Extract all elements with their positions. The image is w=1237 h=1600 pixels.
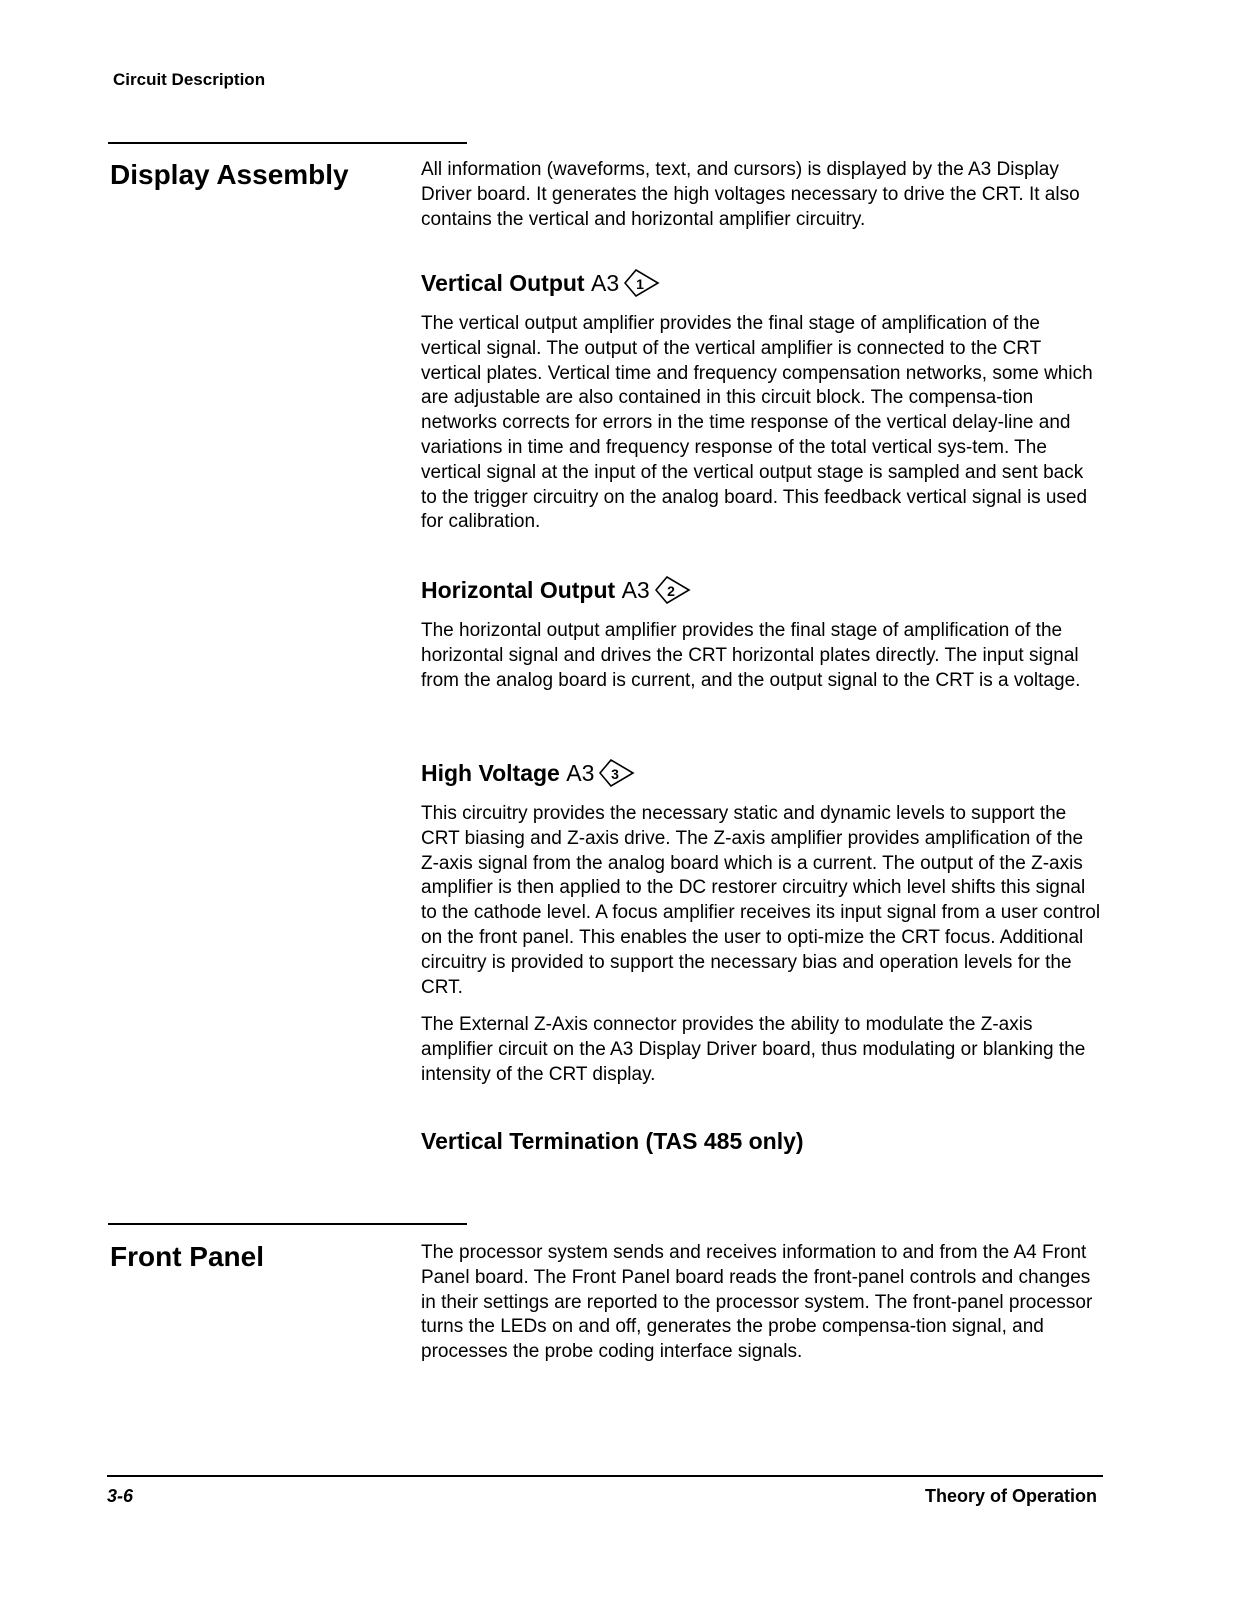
paragraph: The External Z-Axis connector provides the ability to modulate the Z-axis amplifier circuit on the A3 Display Driver board, thus modulating or blanking the intensity of the CRT display. (421, 1014, 1086, 1085)
subsection-title: Vertical Termination (TAS 485 only) (421, 1128, 804, 1154)
paragraph: The processor system sends and receives information to and from the A4 Front Panel board. The Front Panel board reads the front-panel controls and changes in their settings are reported to the processor system. The front-panel processor turns the LEDs on and off, generates the probe compensa-tion signal, and processes the probe coding interface signals. (421, 1242, 1093, 1363)
paragraph: The horizontal output amplifier provides the final stage of amplification of the horizontal signal and drives the CRT horizontal plates directly. The input signal from the analog board is current, and the output signal to the CRT is a voltage. (421, 620, 1081, 691)
board-ref: A3 (590, 270, 620, 296)
subsection-heading (421, 575, 1101, 605)
manual-section-title: Theory of Operation (924, 1486, 1097, 1506)
board-ref: A3 (566, 760, 595, 786)
subsection-horizontal-output (421, 575, 1101, 693)
subsection-title: Vertical Output (421, 270, 585, 296)
paragraph: This circuitry provides the necessary static and dynamic levels to support the CRT biasing and Z-axis drive. The Z-axis amplifier provides amplification of the Z-axis signal from the analog board which is a current. The output of the Z-axis amplifier is then applied to the DC restorer circuitry which level shifts this signal to the cathode level. A focus amplifier receives its input signal from a user control on the front panel. This enables the user to opti-mize the CRT focus. Additional circuitry is provided to support the necessary bias and operation levels for the CRT. (421, 803, 1101, 998)
diagram-number: 2 (666, 583, 675, 599)
subsection-high-voltage (421, 758, 1101, 1088)
subsection-vertical-termination (421, 1126, 1101, 1156)
running-head: Circuit Description (113, 70, 266, 89)
section-title-display-assembly: Display Assembly (110, 159, 349, 190)
section-title-front-panel: Front Panel (110, 1241, 265, 1272)
paragraph: The vertical output amplifier provides the final stage of amplification of the vertical signal. The output of the vertical amplifier is connected to the CRT vertical plates. Vertical time and frequency compensation networks, some which are adjustable are also contained in this circuit block. The compensa-tion networks corrects for errors in the time response of the vertical delay-line and variations in time and frequency response of the total vertical sys-tem. The vertical signal at the input of the vertical output stage is sampled and sent back to the trigger circuitry on the analog board. This feedback vertical signal is used for calibration. (421, 313, 1093, 533)
diagram-reference-icon (655, 576, 691, 604)
footer-rule (107, 1475, 1103, 1477)
diagram-reference-icon (599, 759, 635, 787)
display-assembly-intro (421, 158, 1101, 232)
subsection-title: High Voltage (421, 760, 560, 786)
paragraph: All information (waveforms, text, and cursors) is displayed by the A3 Display Driver board. It generates the high voltages necessary to drive the CRT. It also contains the vertical and horizontal amplifier circuitry. (421, 159, 1080, 230)
section-rule (108, 142, 467, 144)
diagram-reference-icon (624, 269, 660, 297)
board-ref: A3 (621, 577, 650, 603)
section-rule (108, 1223, 467, 1225)
diagram-number: 3 (611, 766, 620, 782)
subsection-vertical-output (421, 268, 1101, 535)
subsection-heading (421, 268, 1101, 298)
subsection-title: Horizontal Output (421, 577, 616, 603)
page-number: 3-6 (107, 1486, 134, 1506)
diagram-number: 1 (636, 276, 645, 292)
front-panel-intro (421, 1241, 1101, 1365)
subsection-heading (421, 758, 1101, 788)
subsection-heading (421, 1126, 1101, 1156)
